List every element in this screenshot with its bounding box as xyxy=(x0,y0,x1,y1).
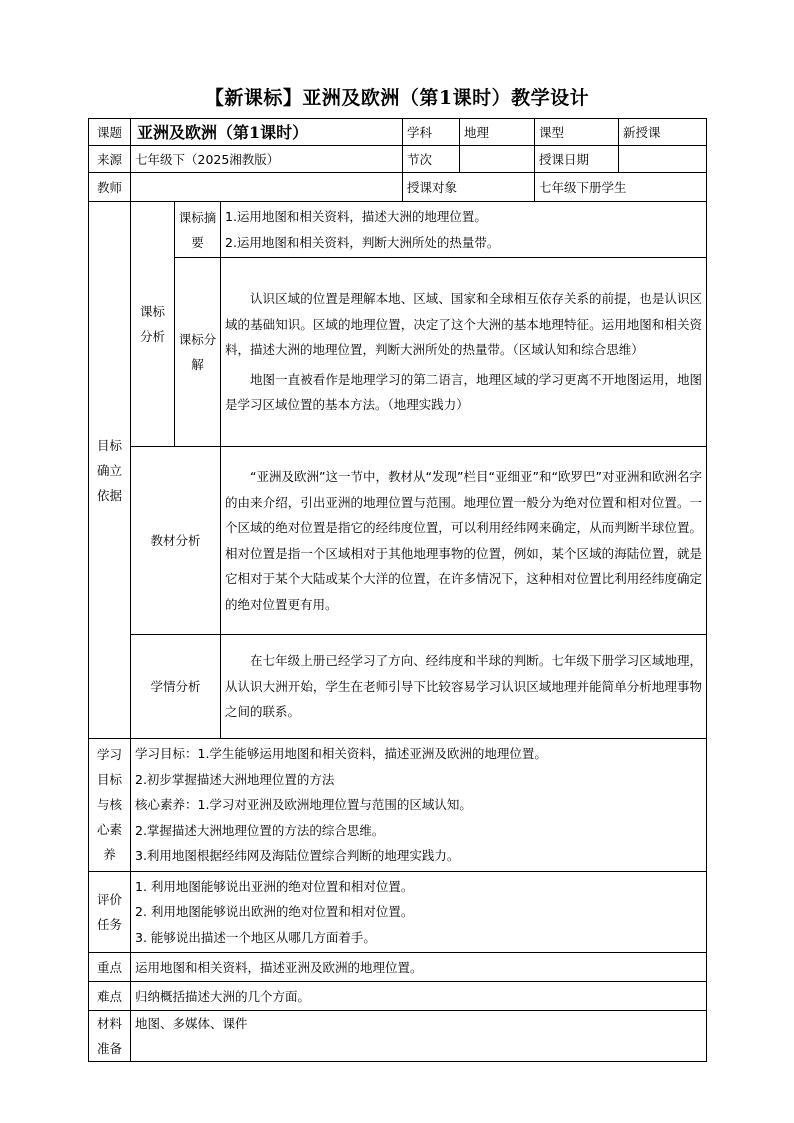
decompose-content xyxy=(221,258,707,447)
row-decompose xyxy=(89,258,707,447)
subject-label: 学科 xyxy=(403,119,460,146)
period-value xyxy=(460,146,535,173)
date-value xyxy=(619,146,707,173)
tasks-label: 评价任务 xyxy=(89,871,131,953)
materials-text: 地图、多媒体、课件 xyxy=(131,1011,707,1062)
goals-line: 2.掌握描述大洲地理位置的方法的综合思维。 xyxy=(135,822,385,838)
key-point-label: 重点 xyxy=(89,953,131,982)
materials-label: 材料准备 xyxy=(89,1011,131,1062)
source-label: 来源 xyxy=(89,146,131,173)
lesson-plan-table xyxy=(88,118,707,1062)
source-value: 七年级下（2025湘教版） xyxy=(131,146,403,173)
row-teacher xyxy=(89,173,707,202)
textbook-analysis-text: “亚洲及欧洲”这一节中，教材从“发现”栏目“亚细亚”和“欧罗巴”对亚洲和欧洲名字的由来介绍，引出亚洲的地理位置与范围。地理位置一般分为绝对位置和相对位置。一个区域的绝对位置是指它的经纬度位置，可以利用经纬网来确定，从而判断半球位置。相对位置是指一个区域相对于其他地理事物的位置，例如，某个区域的海陆位置，就是它相对于某个大陆或某个大洋的位置，在许多情况下，这种相对位置比利用经纬度确定的绝对位置更有用。 xyxy=(221,447,707,635)
difficulty-text: 归纳概括描述大洲的几个方面。 xyxy=(131,982,707,1011)
row-goals xyxy=(89,739,707,872)
document-title: 【新课标】亚洲及欧洲（第1课时）教学设计 xyxy=(204,87,590,109)
tasks-line: 2. 利用地图能够说出欧洲的绝对位置和相对位置。 xyxy=(135,904,414,919)
period-label: 节次 xyxy=(403,146,460,173)
decompose-paragraph: 地图一直被看作是地理学习的第二语言，地理区域的学习更离不开地图运用，地图是学习区域位置的基本方法。（地理实践力） xyxy=(225,371,703,413)
summary-line: 1.运用地图和相关资料，描述大洲的地理位置。 xyxy=(225,209,487,224)
row-source xyxy=(89,146,707,173)
subject-value: 地理 xyxy=(460,119,535,146)
row-materials xyxy=(89,1011,707,1062)
decompose-paragraph: 认识区域的位置是理解本地、区域、国家和全球相互依存关系的前提，也是认识区域的基础知识。区域的地理位置，决定了这个大洲的基本地理特征。运用地图和相关资料，描述大洲的地理位置，判断大洲所处的热量带。（区域认知和综合思维） xyxy=(225,291,703,358)
decompose-label: 课标分解 xyxy=(175,258,221,447)
textbook-analysis-label: 教材分析 xyxy=(131,447,221,635)
tasks-line: 3. 能够说出描述一个地区从哪几方面着手。 xyxy=(135,929,376,945)
row-tasks xyxy=(89,871,707,953)
topic-label: 课题 xyxy=(89,119,131,146)
type-label: 课型 xyxy=(535,119,619,146)
standard-analysis-label: 课标分析 xyxy=(131,202,175,447)
goals-content xyxy=(131,739,707,872)
difficulty-label: 难点 xyxy=(89,982,131,1011)
summary-label: 课标摘要 xyxy=(175,202,221,258)
summary-line: 2.运用地图和相关资料，判断大洲所处的热量带。 xyxy=(225,234,500,250)
student-analysis-text: 在七年级上册已经学习了方向、经纬度和半球的判断。七年级下册学习区域地理，从认识大洲开始，学生在老师引导下比较容易学习认识区域地理并能简单分析地理事物之间的联系。 xyxy=(221,635,707,739)
row-key-point xyxy=(89,953,707,982)
row-textbook xyxy=(89,447,707,635)
goals-line: 3.利用地图根据经纬网及海陆位置综合判断的地理实践力。 xyxy=(135,848,460,863)
row-student xyxy=(89,635,707,739)
key-point-text: 运用地图和相关资料，描述亚洲及欧洲的地理位置。 xyxy=(131,953,707,982)
goals-label: 学习目标与核心素养 xyxy=(89,739,131,872)
teacher-label: 教师 xyxy=(89,173,131,202)
goals-line: 学习目标：1.学生能够运用地图和相关资料，描述亚洲及欧洲的地理位置。 xyxy=(135,746,547,761)
goals-line: 2.初步掌握描述大洲地理位置的方法 xyxy=(135,771,335,787)
goals-line: 核心素养：1.学习对亚洲及欧洲地理位置与范围的区域认知。 xyxy=(135,797,472,812)
student-analysis-label: 学情分析 xyxy=(131,635,221,739)
basis-label: 目标确立依据 xyxy=(89,202,131,739)
audience-label: 授课对象 xyxy=(403,173,535,202)
tasks-line: 1. 利用地图能够说出亚洲的绝对位置和相对位置。 xyxy=(135,878,414,894)
row-topic xyxy=(89,119,707,146)
teacher-value xyxy=(131,173,403,202)
row-summary xyxy=(89,202,707,258)
row-difficulty xyxy=(89,982,707,1011)
topic-value: 亚洲及欧洲（第1课时） xyxy=(131,119,403,146)
type-value: 新授课 xyxy=(619,119,707,146)
summary-content xyxy=(221,202,707,258)
audience-value: 七年级下册学生 xyxy=(535,173,707,202)
tasks-content xyxy=(131,871,707,953)
date-label: 授课日期 xyxy=(535,146,619,173)
